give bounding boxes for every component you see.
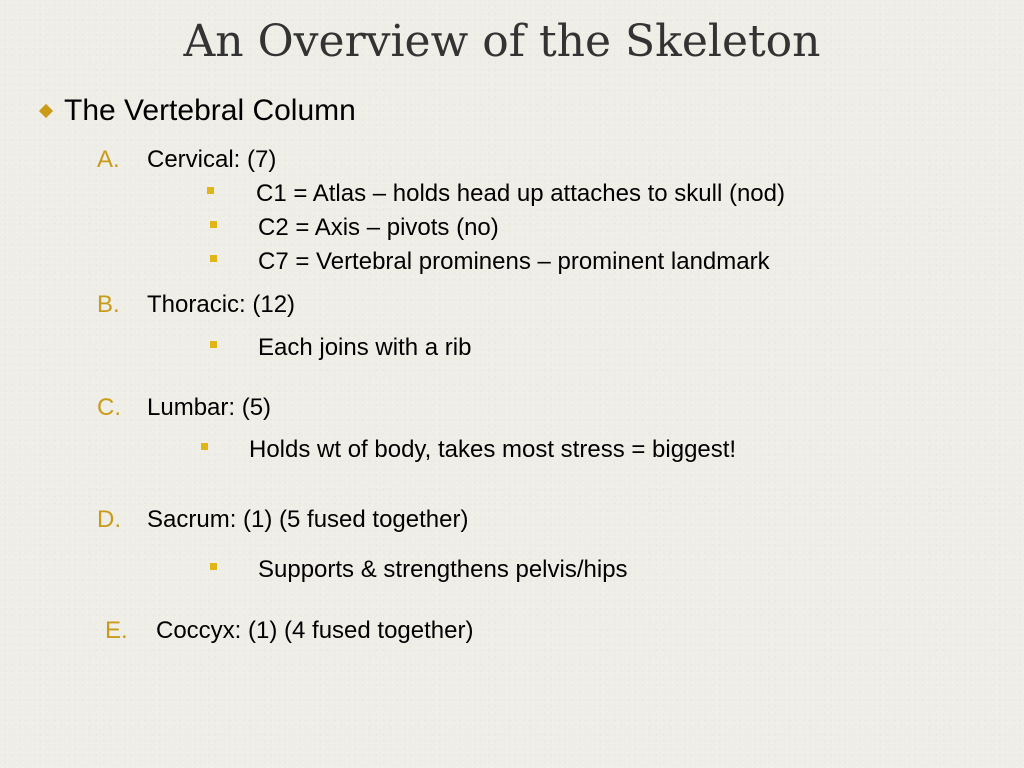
square-bullet-icon: [207, 187, 214, 194]
square-bullet-icon: [210, 221, 217, 228]
section-label-thoracic: Thoracic: (12): [147, 291, 296, 318]
section-label-cervical: Cervical: (7): [147, 146, 277, 173]
section-letter-a: A.: [97, 146, 120, 173]
section-label-sacrum: Sacrum: (1) (5 fused together): [147, 506, 469, 533]
square-bullet-icon: [210, 563, 217, 570]
square-bullet-icon: [210, 255, 217, 262]
point-c7: C7 = Vertebral prominens – prominent landmark: [258, 248, 770, 275]
section-label-coccyx: Coccyx: (1) (4 fused together): [156, 617, 474, 644]
slide-title: An Overview of the Skeleton: [183, 16, 821, 67]
section-label-lumbar: Lumbar: (5): [147, 394, 272, 421]
point-thoracic: Each joins with a rib: [258, 334, 472, 361]
section-letter-c: C.: [97, 394, 121, 421]
section-letter-e: E.: [105, 617, 128, 644]
diamond-bullet-icon: [39, 104, 53, 118]
section-letter-b: B.: [97, 291, 120, 318]
point-c2: C2 = Axis – pivots (no): [258, 214, 499, 241]
point-sacrum: Supports & strengthens pelvis/hips: [258, 556, 628, 583]
square-bullet-icon: [210, 341, 217, 348]
section-letter-d: D.: [97, 506, 121, 533]
point-lumbar: Holds wt of body, takes most stress = biggest!: [249, 436, 737, 463]
section-heading: The Vertebral Column: [64, 94, 356, 127]
square-bullet-icon: [201, 443, 208, 450]
point-c1: C1 = Atlas – holds head up attaches to skull (nod): [256, 180, 785, 207]
